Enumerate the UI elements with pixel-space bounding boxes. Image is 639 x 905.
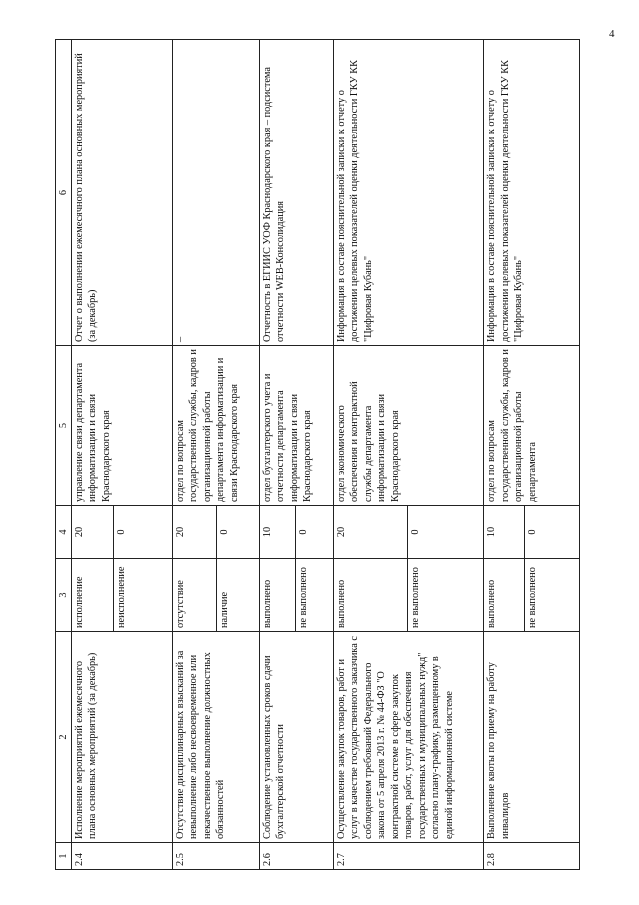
score-value: 0 — [524, 506, 579, 559]
data-source: – — [172, 40, 259, 346]
criterion-value: исполнение — [71, 559, 113, 632]
criterion-value: отсутствие — [172, 559, 217, 632]
responsible-unit: управление связи департамента информатизации и связи Краснодарского края — [71, 346, 172, 506]
indicator-name: Исполнение мероприятий ежемесячного плана основных мероприятий (за декабрь) — [71, 632, 172, 843]
criterion-value: выполнено — [333, 559, 407, 632]
row-number: 2.6 — [259, 843, 333, 870]
score-value: 0 — [217, 506, 259, 559]
responsible-unit: отдел бухгалтерского учета и отчетности департамента информатизации и связи Краснодарского края — [259, 346, 333, 506]
score-value: 0 — [408, 506, 484, 559]
header-cell: 4 — [56, 506, 72, 559]
indicator-name: Соблюдение установленных сроков сдачи бухгалтерской отчетности — [259, 632, 333, 843]
header-row — [56, 40, 72, 870]
row-number: 2.4 — [71, 843, 172, 870]
page-number: 4 — [609, 28, 615, 40]
score-value: 20 — [172, 506, 217, 559]
header-cell: 3 — [56, 559, 72, 632]
score-value: 10 — [259, 506, 295, 559]
score-value: 20 — [71, 506, 113, 559]
criterion-value: не выполнено — [524, 559, 579, 632]
indicator-name: Отсутствие дисциплинарных взысканий за невыполнение либо несвоевременное или некачественное выполнение должностных обязанностей — [172, 632, 259, 843]
criterion-value: выполнено — [484, 559, 524, 632]
responsible-unit: отдел экономического обеспечения и контрактной службы департамента информатизации и связи Краснодарского края — [333, 346, 484, 506]
table-row — [333, 40, 407, 870]
header-cell: 5 — [56, 346, 72, 506]
row-number: 2.7 — [333, 843, 484, 870]
row-number: 2.5 — [172, 843, 259, 870]
table-row — [259, 40, 295, 870]
score-value: 0 — [114, 506, 172, 559]
criterion-value: неисполнение — [114, 559, 172, 632]
data-source: Информация в составе пояснительной записки к отчету о достижении целевых показателей оценки деятельности ГКУ КК "Цифровая Кубань" — [484, 40, 580, 346]
score-value: 20 — [333, 506, 407, 559]
criterion-value: наличие — [217, 559, 259, 632]
header-cell: 6 — [56, 40, 72, 346]
indicator-name: Выполнение квоты по приему на работу инвалидов — [484, 632, 580, 843]
responsible-unit: отдел по вопросам государственной службы, кадров и организационной работы департамента информатизации и связи Краснодарского края — [172, 346, 259, 506]
data-source: Отчетность в ЕГИИС УОФ Краснодарского края – подсистема отчетности WEB-Консолидация — [259, 40, 333, 346]
data-source: Информация в составе пояснительной записки к отчету о достижении целевых показателей оценки деятельности ГКУ КК "Цифровая Кубань" — [333, 40, 484, 346]
rotated-table-container — [55, 40, 580, 870]
criterion-value: не выполнено — [408, 559, 484, 632]
score-value: 0 — [295, 506, 333, 559]
criteria-table — [55, 39, 580, 870]
score-value: 10 — [484, 506, 524, 559]
header-cell: 2 — [56, 632, 72, 843]
responsible-unit: отдел по вопросам государственной службы, кадров и организационной работы департамента — [484, 346, 580, 506]
criterion-value: выполнено — [259, 559, 295, 632]
row-number: 2.8 — [484, 843, 580, 870]
header-cell: 1 — [56, 843, 72, 870]
indicator-name: Осуществление закупок товаров, работ и услуг в качестве государственного заказчика с соблюдением требований Федерального закона от 5 апреля 2013 г. № 44-ФЗ "О контрактной системе в сфере закупок товаров, работ, услуг для обеспечения государственных и муниципальных нужд" согласно плану-графику, размещенному в единой информационной системе — [333, 632, 484, 843]
table-row — [484, 40, 524, 870]
data-source: Отчет о выполнении ежемесячного плана основных мероприятий (за декабрь) — [71, 40, 172, 346]
table-row — [71, 40, 113, 870]
table-row — [172, 40, 217, 870]
criterion-value: не выполнено — [295, 559, 333, 632]
